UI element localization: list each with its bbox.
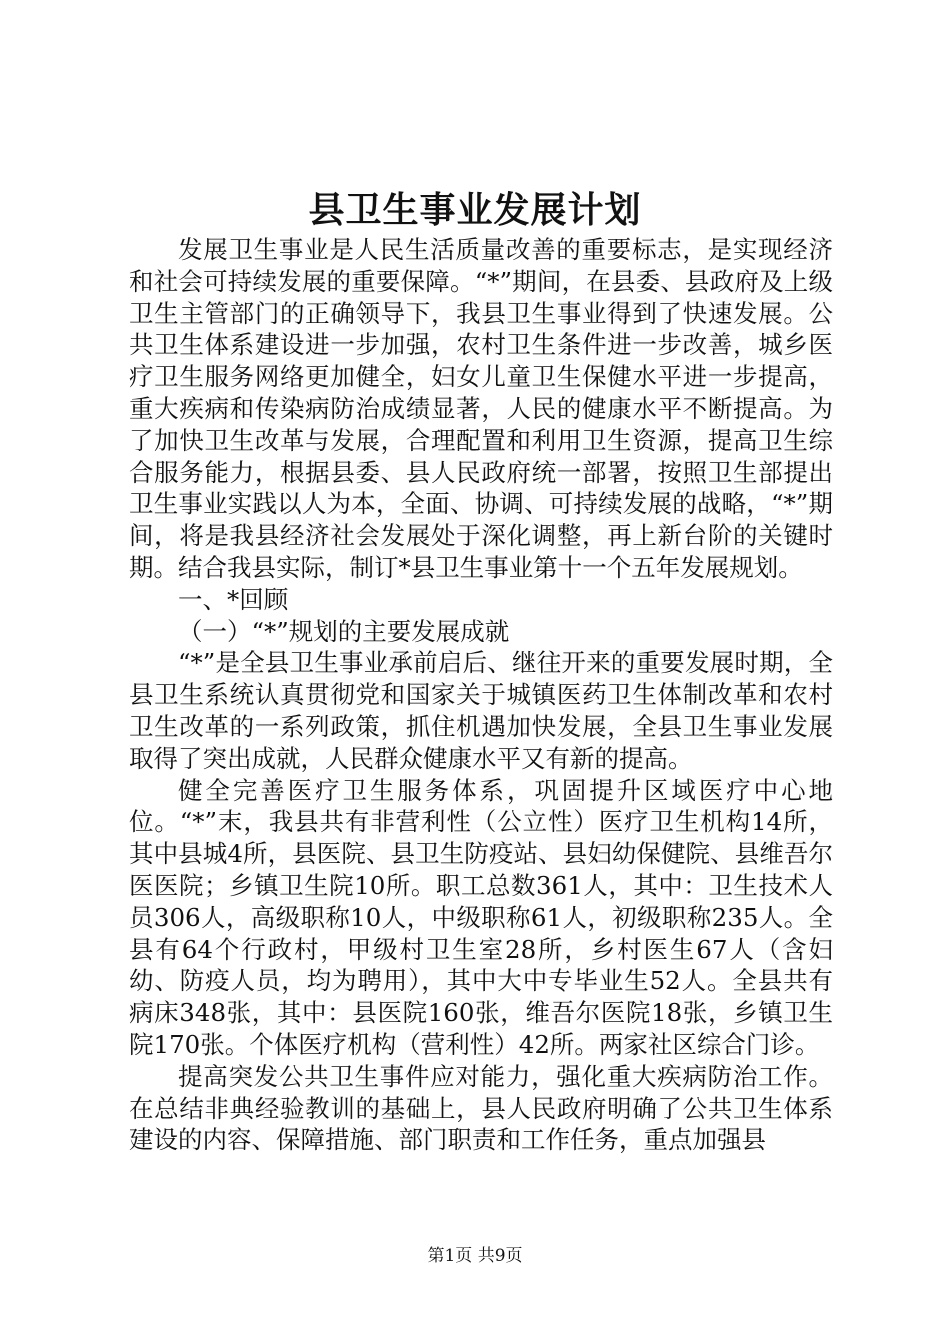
paragraph-achievements: “*”是全县卫生事业承前启后、继往开来的重要发展时期，全县卫生系统认真贯彻党和国家关于城镇医药卫生体制改革和农村卫生改革的一系列政策，抓住机遇加快发展，全县卫生事业发展取得了突出成就，人民群众健康水平又有新的提高。: [129, 648, 833, 773]
page-number-footer: 第1页 共9页: [427, 1246, 523, 1266]
paragraph-public-health: 提高突发公共卫生事件应对能力，强化重大疾病防治工作。在总结非典经验教训的基础上，县人民政府明确了公共卫生体系建设的内容、保障措施、部门职责和工作任务，重点加强县: [129, 1061, 833, 1155]
document-body: [129, 234, 833, 1156]
paragraph-medical-system: 健全完善医疗卫生服务体系，巩固提升区域医疗中心地位。“*”末，我县共有非营利性（公立性）医疗卫生机构14所，其中县城4所，县医院、县卫生防疫站、县妇幼保健院、县维吾尔医医院；乡镇卫生院10所。职工总数361人，其中：卫生技术人员306人，高级职称10人，中级职称61人，初级职称235人。全县有64个行政村，甲级村卫生室28所，乡村医生67人（含妇幼、防疫人员，均为聘用），其中大中专毕业生52人。全县共有病床348张，其中：县医院160张，维吾尔医院18张，乡镇卫生院170张。个体医疗机构（营利性）42所。两家社区综合门诊。: [129, 775, 833, 1059]
subsection-heading-achievements: （一）“*”规划的主要发展成就: [178, 616, 510, 646]
section-heading-review: 一、*回顾: [178, 584, 289, 614]
document-title: 县卫生事业发展计划: [308, 189, 642, 231]
paragraph-intro: 发展卫生事业是人民生活质量改善的重要标志，是实现经济和社会可持续发展的重要保障。“*”期间，在县委、县政府及上级卫生主管部门的正确领导下，我县卫生事业得到了快速发展。公共卫生体系建设进一步加强，农村卫生条件进一步改善，城乡医疗卫生服务网络更加健全，妇女儿童卫生保健水平进一步提高，重大疾病和传染病防治成绩显著，人民的健康水平不断提高。为了加快卫生改革与发展，合理配置和利用卫生资源，提高卫生综合服务能力，根据县委、县人民政府统一部署，按照卫生部提出卫生事业实践以人为本，全面、协调、可持续发展的战略，“*”期间，将是我县经济社会发展处于深化调整，再上新台阶的关键时期。结合我县实际，制订*县卫生事业第十一个五年发展规划。: [129, 235, 833, 582]
